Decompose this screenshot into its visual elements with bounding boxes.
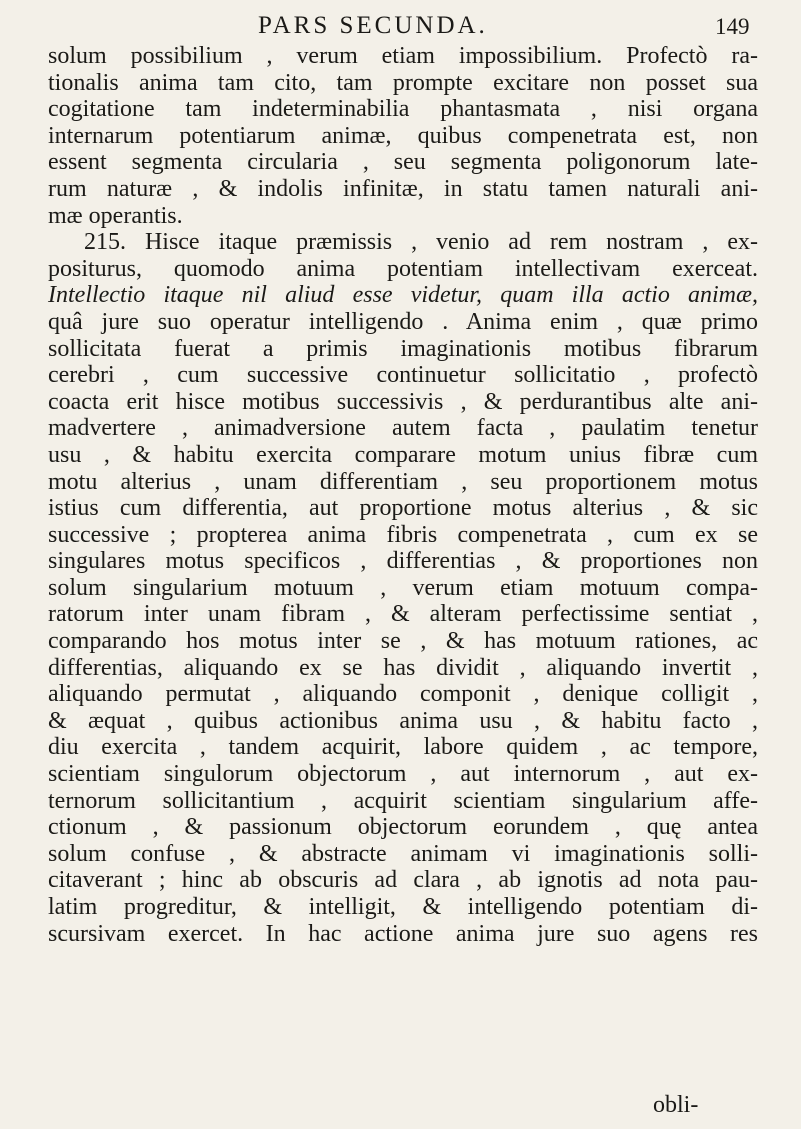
text-line: comparando hos motus inter se , & has motuum rationes, ac [48, 628, 758, 655]
text-line: successive ; propterea anima fibris compenetrata , cum ex se [48, 521, 758, 548]
text-line: rum naturæ , & indolis infinitæ, in statu tamen naturali ani- [48, 175, 758, 202]
text-line: citaverant ; hinc ab obscuris ad clara , ab ignotis ad nota pau- [48, 867, 758, 894]
text-line: latim progreditur, & intelligit, & intelligendo potentiam di- [48, 894, 758, 920]
text-line: quâ jure suo operatur intelligendo . Anima enim , quæ primo [48, 308, 758, 335]
text-line: differentias, aliquando ex se has dividit , aliquando invertit , [48, 654, 758, 681]
text-line: essent segmenta circularia , seu segmenta poligonorum late- [48, 149, 758, 176]
text-line: internarum potentiarum animæ, quibus compenetrata est, non [48, 122, 758, 149]
text-line: Intellectio itaque nil aliud esse videtur, quam illa actio animæ, [48, 282, 758, 309]
running-head-title: PARS SECUNDA. [258, 12, 488, 39]
text-line: istius cum differentia, aut proportione motus alterius , & sic [48, 495, 758, 522]
text-line: & æquat , quibus actionibus anima usu , & habitu facto , [48, 707, 758, 734]
text-line: positurus, quomodo anima potentiam intellectivam exerceat. [48, 255, 758, 282]
text-line: motu alterius , unam differentiam , seu proportionem motus [48, 468, 758, 495]
catchword: obli- [653, 1092, 699, 1118]
text-line: ternorum sollicitantium , acquirit scientiam singularium affe- [48, 787, 758, 814]
text-line: scientiam singulorum objectorum , aut internorum , aut ex- [48, 761, 758, 788]
text-line: singulares motus specificos , differentias , & proportiones non [48, 548, 758, 575]
running-head [0, 12, 801, 42]
text-line: aliquando permutat , aliquando componit , denique colligit , [48, 681, 758, 708]
text-line: tionalis anima tam cito, tam prompte excitare non posset sua [48, 69, 758, 96]
text-line: ctionum , & passionum objectorum eorundem , quę antea [48, 814, 758, 841]
text-line: madvertere , animadversione autem facta , paulatim tenetur [48, 415, 758, 442]
text-line: cerebri , cum successive continuetur sollicitatio , profectò [48, 362, 758, 389]
text-line: scursivam exercet. In hac actione anima jure suo agens res [48, 920, 758, 947]
text-line: solum singularium motuum , verum etiam motuum compa- [48, 574, 758, 601]
body-text [48, 43, 758, 947]
text-line: usu , & habitu exercita comparare motum unius fibræ cum [48, 441, 758, 468]
text-line: cogitatione tam indeterminabilia phantasmata , nisi organa [48, 96, 758, 123]
text-line: diu exercita , tandem acquirit, labore quidem , ac tempore, [48, 734, 758, 761]
text-line: sollicitata fuerat a primis imaginationis motibus fibrarum [48, 335, 758, 362]
text-line: solum confuse , & abstracte animam vi imaginationis solli- [48, 840, 758, 867]
text-line: mæ operantis. [48, 202, 183, 229]
text-line: solum possibilium , verum etiam impossibilium. Profectò ra- [48, 43, 758, 69]
paragraph-start-line: 215. Hisce itaque præmissis , venio ad rem nostram , ex- [84, 229, 758, 256]
text-line: ratorum inter unam fibram , & alteram perfectissime sentiat , [48, 601, 758, 628]
page-number: 149 [715, 14, 750, 39]
text-line: coacta erit hisce motibus successivis , & perdurantibus alte ani- [48, 388, 758, 415]
